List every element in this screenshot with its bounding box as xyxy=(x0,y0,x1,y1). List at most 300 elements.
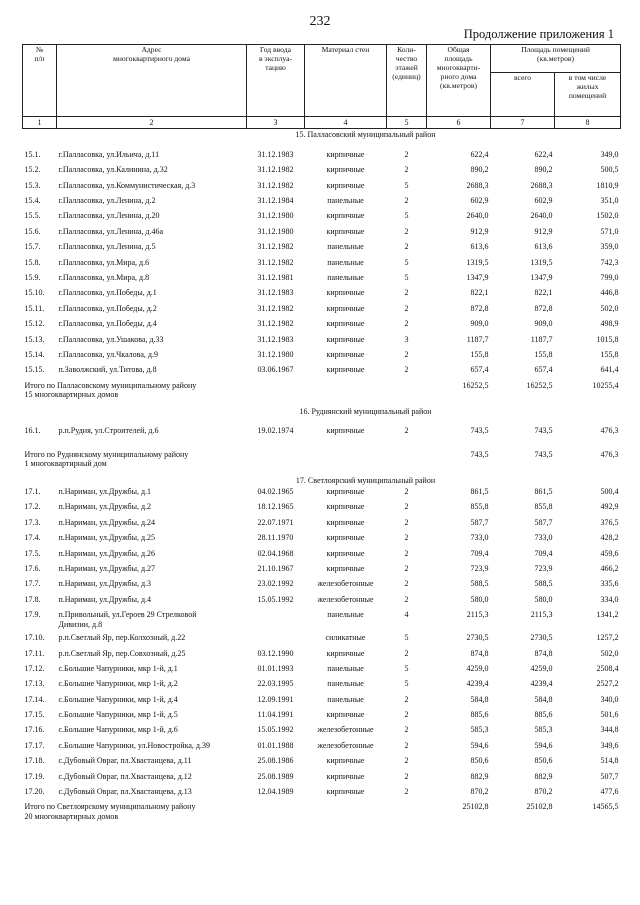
premises-all-cell: 882,9 xyxy=(534,771,553,781)
year-cell: 25.08.1986 xyxy=(257,756,294,766)
col-number: 6 xyxy=(427,117,491,129)
section-heading-row xyxy=(23,129,621,141)
total-area-cell: 2688,3 xyxy=(466,180,489,190)
material-cell: панельные xyxy=(327,610,364,620)
floors-cell: 2 xyxy=(404,548,409,558)
section-heading-row xyxy=(23,475,621,486)
floors-cell: 2 xyxy=(404,242,409,252)
spacer-row xyxy=(23,417,621,425)
row-number-cell: 17.18. xyxy=(24,756,45,766)
material-cell: кирпичные xyxy=(326,180,365,190)
address-cell: с.Большие Чапурники, мкр 1-й, д.4 xyxy=(58,694,178,704)
total-area-cell: 2115,3 xyxy=(466,610,489,620)
address-cell: с.Дубовый Овраг, пл.Хвастанцева, д.11 xyxy=(58,756,192,766)
address-cell: с.Дубовый Овраг, пл.Хвастанцева, д.12 xyxy=(58,771,192,781)
row-number-cell: 17.3. xyxy=(24,517,41,527)
residential-area-cell: 334,0 xyxy=(600,594,619,604)
premises-all-cell: 709,4 xyxy=(534,548,553,558)
material-cell: панельные xyxy=(327,663,364,673)
material-cell: кирпичные xyxy=(326,365,365,375)
premises-all-cell: 874,8 xyxy=(534,648,553,658)
table-row xyxy=(23,180,621,195)
year-cell: 02.04.1968 xyxy=(257,548,294,558)
premises-all-cell: 25102,8 xyxy=(526,802,553,812)
year-cell: 31.12.1982 xyxy=(257,165,294,175)
address-cell: р.п.Светлый Яр, пер.Совхозный, д.25 xyxy=(58,648,186,658)
material-cell: кирпичные xyxy=(326,303,365,313)
table-row xyxy=(23,609,621,632)
material-cell: кирпичные xyxy=(326,349,365,359)
floors-cell: 2 xyxy=(404,149,409,159)
residential-area-cell: 1810,9 xyxy=(596,180,619,190)
total-area-cell: 733,0 xyxy=(470,533,489,543)
residential-area-cell: 2508,4 xyxy=(596,663,619,673)
table-row xyxy=(23,425,621,440)
premises-all-cell: 1319,5 xyxy=(530,257,553,267)
premises-all-cell: 587,7 xyxy=(534,517,553,527)
housing-register-table xyxy=(22,44,621,827)
row-number-cell: 17.20. xyxy=(24,787,45,797)
row-number-cell: 17.12. xyxy=(24,663,45,673)
address-cell: г.Палласовка, ул.Ушакова, д.33 xyxy=(58,334,164,344)
row-number-cell: 15.11. xyxy=(24,303,45,313)
table-row xyxy=(23,364,621,379)
premises-all-cell: 584,8 xyxy=(534,694,553,704)
page-number: 232 xyxy=(309,14,331,29)
year-cell: 19.02.1974 xyxy=(257,426,294,436)
row-number-cell: 15.15. xyxy=(24,365,45,375)
section-heading: 15. Палласовский муниципальный район xyxy=(295,130,436,140)
floors-cell: 2 xyxy=(404,771,409,781)
material-cell: железобетонные xyxy=(317,725,374,735)
total-area-cell: 4239,4 xyxy=(466,679,489,689)
material-cell: панельные xyxy=(327,273,364,282)
residential-area-cell: 349,0 xyxy=(600,149,619,159)
residential-area-cell: 359,0 xyxy=(600,242,619,252)
residential-area-cell: 1502,0 xyxy=(596,211,619,221)
residential-area-cell: 502,0 xyxy=(600,648,619,658)
year-cell: 21.10.1967 xyxy=(257,563,294,573)
year-cell: 31.12.1982 xyxy=(257,180,294,190)
residential-area-cell: 507,7 xyxy=(600,771,619,781)
total-label: Итого по Светлоярскому муниципальному району 20 многоквартирных домов xyxy=(24,802,196,821)
residential-area-cell: 344,8 xyxy=(600,725,619,735)
total-area-cell: 1347,9 xyxy=(466,273,489,282)
total-area-cell: 1319,5 xyxy=(466,257,489,267)
table-row xyxy=(23,226,621,241)
appendix-caption: Продолжение приложения 1 xyxy=(463,27,614,41)
row-number-cell: 15.6. xyxy=(24,226,41,236)
address-cell: п.Нариман, ул.Дружбы, д.4 xyxy=(58,594,152,604)
premises-all-cell: 2730,5 xyxy=(530,633,553,643)
address-cell: р.п.Светлый Яр, пер.Колхозный, д.22 xyxy=(58,633,186,643)
residential-area-cell: 477,6 xyxy=(600,787,619,797)
premises-all-cell: 909,0 xyxy=(534,319,553,329)
floors-cell: 2 xyxy=(404,319,409,329)
premises-all-cell: 4259,0 xyxy=(530,663,553,673)
residential-area-cell: 500,4 xyxy=(600,487,619,496)
table-row xyxy=(23,740,621,755)
total-area-cell: 657,4 xyxy=(470,365,489,375)
premises-all-cell: 657,4 xyxy=(534,365,553,375)
row-number-cell: 17.15. xyxy=(24,710,45,720)
residential-area-cell: 376,5 xyxy=(600,517,619,527)
premises-all-cell: 4239,4 xyxy=(530,679,553,689)
year-cell: 01.01.1988 xyxy=(257,740,294,750)
total-area-cell: 882,9 xyxy=(470,771,489,781)
material-cell: силикатные xyxy=(325,633,366,643)
residential-area-cell: 351,0 xyxy=(600,196,619,206)
table-row xyxy=(23,349,621,364)
premises-all-cell: 613,6 xyxy=(534,242,553,252)
address-cell: п.Нариман, ул.Дружбы, д.27 xyxy=(58,563,156,573)
floors-cell: 2 xyxy=(404,694,409,704)
floors-cell: 2 xyxy=(404,487,409,496)
address-cell: п.Нариман, ул.Дружбы, д.1 xyxy=(58,487,152,496)
table-row xyxy=(23,563,621,578)
header-material: Материал стен xyxy=(305,45,387,117)
address-cell: п.Нариман, ул.Дружбы, д.24 xyxy=(58,517,156,527)
table-row xyxy=(23,517,621,532)
floors-cell: 2 xyxy=(404,517,409,527)
row-number-cell: 17.1. xyxy=(24,487,41,496)
table-row xyxy=(23,548,621,563)
address-cell: г.Палласовка, ул.Калинина, д.32 xyxy=(58,165,168,175)
year-cell: 23.02.1992 xyxy=(257,579,294,589)
total-area-cell: 602,9 xyxy=(470,196,489,206)
material-cell: кирпичные xyxy=(326,710,365,720)
premises-all-cell: 885,6 xyxy=(534,710,553,720)
year-cell: 01.01.1993 xyxy=(257,663,294,673)
year-cell: 12.04.1989 xyxy=(257,787,294,797)
row-number-cell: 17.5. xyxy=(24,548,41,558)
total-area-cell: 855,8 xyxy=(470,502,489,512)
district-total-row xyxy=(23,380,621,406)
floors-cell: 5 xyxy=(404,663,409,673)
address-cell: г.Палласовка, ул.Победы, д.1 xyxy=(58,288,157,298)
year-cell: 31.12.1981 xyxy=(257,273,294,282)
total-area-cell: 885,6 xyxy=(470,710,489,720)
material-cell: кирпичные xyxy=(326,288,365,298)
address-cell: п.Заволжский, ул.Титова, д.8 xyxy=(58,365,157,375)
material-cell: кирпичные xyxy=(326,149,365,159)
row-number-cell: 15.12. xyxy=(24,319,45,329)
residential-area-cell: 500,5 xyxy=(600,165,619,175)
premises-all-cell: 723,9 xyxy=(534,563,553,573)
floors-cell: 2 xyxy=(404,349,409,359)
year-cell: 31.12.1983 xyxy=(257,288,294,298)
residential-area-cell: 514,8 xyxy=(600,756,619,766)
table-row xyxy=(23,532,621,547)
address-cell: п.Привольный, ул.Героев 29 Стрелковой Дивизии, д.8 xyxy=(58,610,197,629)
premises-all-cell: 155,8 xyxy=(534,349,553,359)
floors-cell: 2 xyxy=(404,303,409,313)
address-cell: с.Дубовый Овраг, пл.Хвастанцева, д.13 xyxy=(58,787,192,797)
year-cell: 11.04.1991 xyxy=(257,710,294,720)
year-cell: 18.12.1965 xyxy=(257,502,294,512)
residential-area-cell: 498,9 xyxy=(600,319,619,329)
premises-all-cell: 822,1 xyxy=(534,288,553,298)
row-number-cell: 15.5. xyxy=(24,211,41,221)
table-row xyxy=(23,287,621,302)
address-cell: г.Палласовка, ул.Ленина, д.5 xyxy=(58,242,156,252)
floors-cell: 2 xyxy=(404,165,409,175)
premises-all-cell: 733,0 xyxy=(534,533,553,543)
year-cell: 31.12.1982 xyxy=(257,319,294,329)
total-area-cell: 870,2 xyxy=(470,787,489,797)
table-row xyxy=(23,272,621,287)
year-cell: 31.12.1980 xyxy=(257,211,294,221)
table-row xyxy=(23,241,621,256)
table-row xyxy=(23,786,621,801)
year-cell: 31.12.1982 xyxy=(257,303,294,313)
floors-cell: 2 xyxy=(404,226,409,236)
section-heading: 17. Светлоярский муниципальный район xyxy=(295,475,436,485)
premises-all-cell: 861,5 xyxy=(534,487,553,496)
total-area-cell: 4259,0 xyxy=(466,663,489,673)
material-cell: кирпичные xyxy=(326,648,365,658)
material-cell: кирпичные xyxy=(326,533,365,543)
year-cell: 31.12.1982 xyxy=(257,242,294,252)
total-area-cell: 822,1 xyxy=(470,288,489,298)
row-number-cell: 15.8. xyxy=(24,257,41,267)
year-cell: 25.08.1989 xyxy=(257,771,294,781)
total-area-cell: 585,3 xyxy=(470,725,489,735)
table-body xyxy=(23,129,621,827)
address-cell: г.Палласовка, ул.Ильича, д.11 xyxy=(58,149,160,159)
table-row xyxy=(23,210,621,225)
residential-area-cell: 742,3 xyxy=(600,257,619,267)
district-total-row xyxy=(23,801,621,827)
address-cell: г.Палласовка, ул.Победы, д.4 xyxy=(58,319,157,329)
residential-area-cell: 466,2 xyxy=(600,563,619,573)
spacer-row xyxy=(23,141,621,149)
year-cell: 04.02.1965 xyxy=(257,487,294,496)
col-number: 7 xyxy=(491,117,555,129)
floors-cell: 2 xyxy=(404,196,409,206)
spacer-cell xyxy=(23,141,621,149)
table-row xyxy=(23,318,621,333)
year-cell xyxy=(247,609,305,632)
floors-cell: 4 xyxy=(404,610,409,620)
residential-area-cell: 14565,5 xyxy=(592,802,619,812)
table-row xyxy=(23,257,621,272)
material-cell: панельные xyxy=(327,694,364,704)
year-cell: 31.12.1984 xyxy=(257,196,294,206)
residential-area-cell: 155,8 xyxy=(600,349,619,359)
table-row xyxy=(23,334,621,349)
header-num: № п/п xyxy=(23,45,57,117)
row-number-cell: 17.19. xyxy=(24,771,45,781)
residential-area-cell: 799,0 xyxy=(600,273,619,282)
table-row xyxy=(23,709,621,724)
row-number-cell: 15.4. xyxy=(24,196,41,206)
total-area-cell: 872,8 xyxy=(470,303,489,313)
address-cell: п.Нариман, ул.Дружбы, д.26 xyxy=(58,548,156,558)
table-row xyxy=(23,771,621,786)
col-number: 2 xyxy=(57,117,247,129)
floors-cell: 5 xyxy=(404,273,409,282)
material-cell: кирпичные xyxy=(326,502,365,512)
residential-area-cell: 349,6 xyxy=(600,740,619,750)
material-cell: кирпичные xyxy=(326,319,365,329)
header-residential: в том числе жилых помещений xyxy=(555,73,621,117)
row-number-cell: 17.6. xyxy=(24,563,41,573)
floors-cell: 5 xyxy=(404,257,409,267)
premises-all-cell: 855,8 xyxy=(534,502,553,512)
premises-all-cell: 743,5 xyxy=(534,449,553,459)
total-area-cell: 155,8 xyxy=(470,349,489,359)
total-label: Итого по Руднянскому муниципальному району 1 многоквартирный дом xyxy=(24,449,189,468)
table-row xyxy=(23,694,621,709)
material-cell: кирпичные xyxy=(326,787,365,797)
premises-all-cell: 2688,3 xyxy=(530,180,553,190)
address-cell: г.Палласовка, ул.Чкалова, д.9 xyxy=(58,349,158,359)
table-row xyxy=(23,755,621,770)
total-area-cell: 613,6 xyxy=(470,242,489,252)
header-floors: Коли- чество этажей (единиц) xyxy=(387,45,427,117)
address-cell: г.Палласовка, ул.Ленина, д.20 xyxy=(58,211,160,221)
col-number: 1 xyxy=(23,117,57,129)
residential-area-cell: 641,4 xyxy=(600,365,619,375)
residential-area-cell: 1257,2 xyxy=(596,633,619,643)
header-total-area: Общая площадь многокварти- рного дома (кв.метров) xyxy=(427,45,491,117)
material-cell: железобетонные xyxy=(317,579,374,589)
floors-cell: 3 xyxy=(404,334,409,344)
premises-all-cell: 2640,0 xyxy=(530,211,553,221)
header-premises: Площадь помещений (кв.метров) xyxy=(491,45,621,73)
floors-cell: 5 xyxy=(404,679,409,689)
total-area-cell: 587,7 xyxy=(470,517,489,527)
row-number-cell: 16.1. xyxy=(24,426,41,436)
total-area-cell: 2730,5 xyxy=(466,633,489,643)
premises-all-cell: 890,2 xyxy=(534,165,553,175)
floors-cell: 2 xyxy=(404,365,409,375)
floors-cell: 5 xyxy=(404,211,409,221)
total-area-cell: 861,5 xyxy=(470,487,489,496)
address-cell: с.Большие Чапурники, мкр 1-й, д.6 xyxy=(58,725,178,735)
material-cell: кирпичные xyxy=(326,548,365,558)
row-number-cell: 17.17. xyxy=(24,740,45,750)
col-number: 3 xyxy=(247,117,305,129)
year-cell: 31.12.1983 xyxy=(257,334,294,344)
total-area-cell: 850,6 xyxy=(470,756,489,766)
floors-cell: 5 xyxy=(404,633,409,643)
residential-area-cell: 1341,2 xyxy=(596,610,619,620)
floors-cell: 2 xyxy=(404,426,409,436)
address-cell: г.Палласовка, ул.Победы, д.2 xyxy=(58,303,157,313)
material-cell: панельные xyxy=(327,679,364,689)
total-area-cell: 874,8 xyxy=(470,648,489,658)
col-number: 8 xyxy=(555,117,621,129)
premises-all-cell: 585,3 xyxy=(534,725,553,735)
premises-all-cell: 16252,5 xyxy=(526,380,553,390)
residential-area-cell: 492,9 xyxy=(600,502,619,512)
year-cell: 22.07.1971 xyxy=(257,517,294,527)
row-number-cell: 17.8. xyxy=(24,594,41,604)
year-cell: 31.12.1980 xyxy=(257,349,294,359)
table-row xyxy=(23,663,621,678)
table-row xyxy=(23,149,621,164)
premises-all-cell: 1187,7 xyxy=(530,334,553,344)
floors-cell: 2 xyxy=(404,725,409,735)
spacer-row xyxy=(23,441,621,449)
residential-area-cell: 446,8 xyxy=(600,288,619,298)
floors-cell: 2 xyxy=(404,787,409,797)
total-area-cell: 580,0 xyxy=(470,594,489,604)
floors-cell: 2 xyxy=(404,740,409,750)
floors-cell: 2 xyxy=(404,563,409,573)
year-cell: 31.12.1982 xyxy=(257,257,294,267)
total-area-cell: 909,0 xyxy=(470,319,489,329)
total-area-cell: 709,4 xyxy=(470,548,489,558)
year-cell: 03.12.1990 xyxy=(257,648,294,658)
row-number-cell: 15.9. xyxy=(24,273,41,282)
table-row xyxy=(23,303,621,318)
material-cell: кирпичные xyxy=(326,211,365,221)
year-cell: 28.11.1970 xyxy=(257,533,294,543)
row-number-cell: 17.13. xyxy=(24,679,45,689)
row-number-cell: 17.2. xyxy=(24,502,41,512)
total-area-cell: 743,5 xyxy=(470,449,489,459)
total-area-cell: 584,8 xyxy=(470,694,489,704)
material-cell: кирпичные xyxy=(326,426,365,436)
premises-all-cell: 2115,3 xyxy=(530,610,553,620)
total-area-cell: 25102,8 xyxy=(462,802,489,812)
premises-all-cell: 870,2 xyxy=(534,787,553,797)
table-row xyxy=(23,501,621,516)
total-area-cell: 912,9 xyxy=(470,226,489,236)
floors-cell: 2 xyxy=(404,756,409,766)
section-heading: 16. Руднянский муниципальный район xyxy=(299,406,432,416)
table-row xyxy=(23,195,621,210)
total-area-cell: 723,9 xyxy=(470,563,489,573)
address-cell: р.п.Рудня, ул.Строителей, д.6 xyxy=(58,426,159,436)
row-number-cell: 15.2. xyxy=(24,165,41,175)
floors-cell: 2 xyxy=(404,710,409,720)
material-cell: кирпичные xyxy=(326,487,365,496)
row-number-cell: 17.4. xyxy=(24,533,41,543)
total-area-cell: 594,6 xyxy=(470,740,489,750)
floors-cell: 2 xyxy=(404,533,409,543)
year-cell: 31.12.1983 xyxy=(257,149,294,159)
row-number-cell: 15.13. xyxy=(24,334,45,344)
residential-area-cell: 501,6 xyxy=(600,710,619,720)
residential-area-cell: 476,3 xyxy=(600,426,619,436)
premises-all-cell: 622,4 xyxy=(534,149,553,159)
material-cell: панельные xyxy=(327,242,364,252)
address-cell: с.Большие Чапурники, мкр 1-й, д.5 xyxy=(58,710,178,720)
material-cell: панельные xyxy=(327,196,364,206)
residential-area-cell: 459,6 xyxy=(600,548,619,558)
row-number-cell: 15.1. xyxy=(24,149,41,159)
address-cell: г.Палласовка, ул.Ленина, д.46а xyxy=(58,226,164,236)
material-cell: кирпичные xyxy=(326,517,365,527)
floors-cell: 2 xyxy=(404,648,409,658)
material-cell: панельные xyxy=(327,257,364,267)
total-area-cell: 890,2 xyxy=(470,165,489,175)
year-cell: 22.03.1995 xyxy=(257,679,294,689)
residential-area-cell: 340,0 xyxy=(600,694,619,704)
floors-cell: 5 xyxy=(404,180,409,190)
table-row xyxy=(23,648,621,663)
row-number-cell: 15.7. xyxy=(24,242,41,252)
year-cell: 03.06.1967 xyxy=(257,365,294,375)
floors-cell: 2 xyxy=(404,579,409,589)
residential-area-cell: 476,3 xyxy=(600,449,619,459)
premises-all-cell: 594,6 xyxy=(534,740,553,750)
address-cell: г.Палласовка, ул.Коммунистическая, д.3 xyxy=(58,180,196,190)
